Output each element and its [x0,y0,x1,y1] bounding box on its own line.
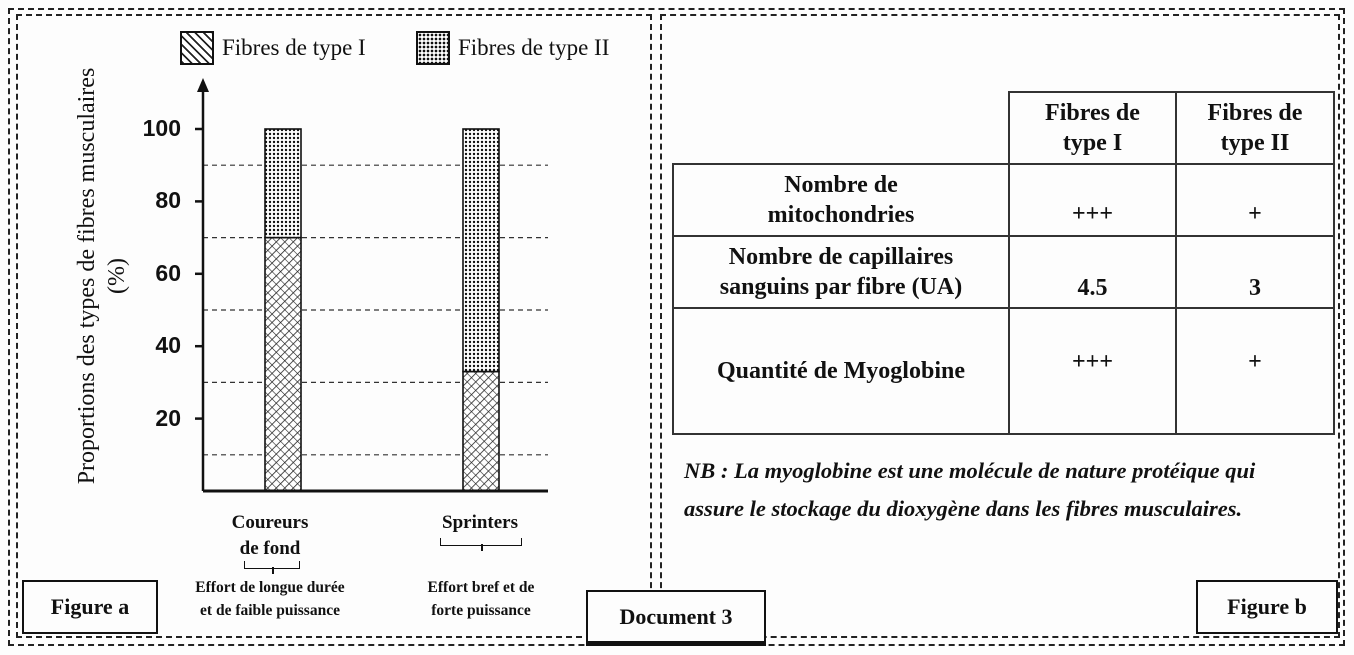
table-row [673,308,1334,434]
brace-sprinters [440,538,522,546]
table-header-row [673,92,1334,164]
y-tick-label: 100 [142,115,181,141]
table-row [673,236,1334,308]
row-label-myoglobin: Quantité de Myoglobine [673,308,1009,434]
table-row [673,164,1334,236]
y-axis-label: Proportions des types de fibres musculaires (%) [74,67,130,485]
cell-myoglobin-type-1: +++ [1009,308,1176,434]
legend-item-type-1 [180,30,366,66]
dot-pattern-icon [416,31,450,65]
legend-item-type-2 [416,30,609,66]
hatch-pattern-icon [180,31,214,65]
y-tick-label: 40 [155,332,181,359]
row-label-mitochondria: Nombre de mitochondries [673,164,1009,236]
cell-capillaries-type-1: 4.5 [1009,236,1176,308]
legend-label-type-2: Fibres de type II [458,35,610,60]
figure-a-label: Figure a [22,580,158,634]
category-desc-long-distance: Effort de longue durée et de faible puissance [195,579,345,619]
brace-long-distance [244,561,300,569]
row-label-capillaries: Nombre de capillaires sanguins par fibre (UA) [673,236,1009,308]
category-desc-sprinters: Effort bref et de forte puissance [427,579,535,619]
column-header-type-2: Fibres de type II [1176,92,1334,164]
nb-note: NB : La myoglobine est une molécule de nature protéique qui assure le stockage du dioxygène dans les fibres musculaires. [684,458,1256,521]
cell-myoglobin-type-2: + [1176,308,1334,434]
comparison-table [672,91,1335,435]
y-tick-label: 20 [155,404,181,431]
category-label-sprinters: Sprinters [442,512,518,533]
y-tick-label: 80 [155,187,181,214]
cell-mitochondria-type-1: +++ [1009,164,1176,236]
legend-label-type-1: Fibres de type I [222,35,366,60]
document-label: Document 3 [586,590,766,646]
cell-mitochondria-type-2: + [1176,164,1334,236]
figure-b-label: Figure b [1196,580,1338,634]
category-label-long-distance: Coureurs de fond [231,512,309,559]
y-tick-label: 60 [155,259,181,286]
cell-capillaries-type-2: 3 [1176,236,1334,308]
column-header-type-1: Fibres de type I [1009,92,1176,164]
